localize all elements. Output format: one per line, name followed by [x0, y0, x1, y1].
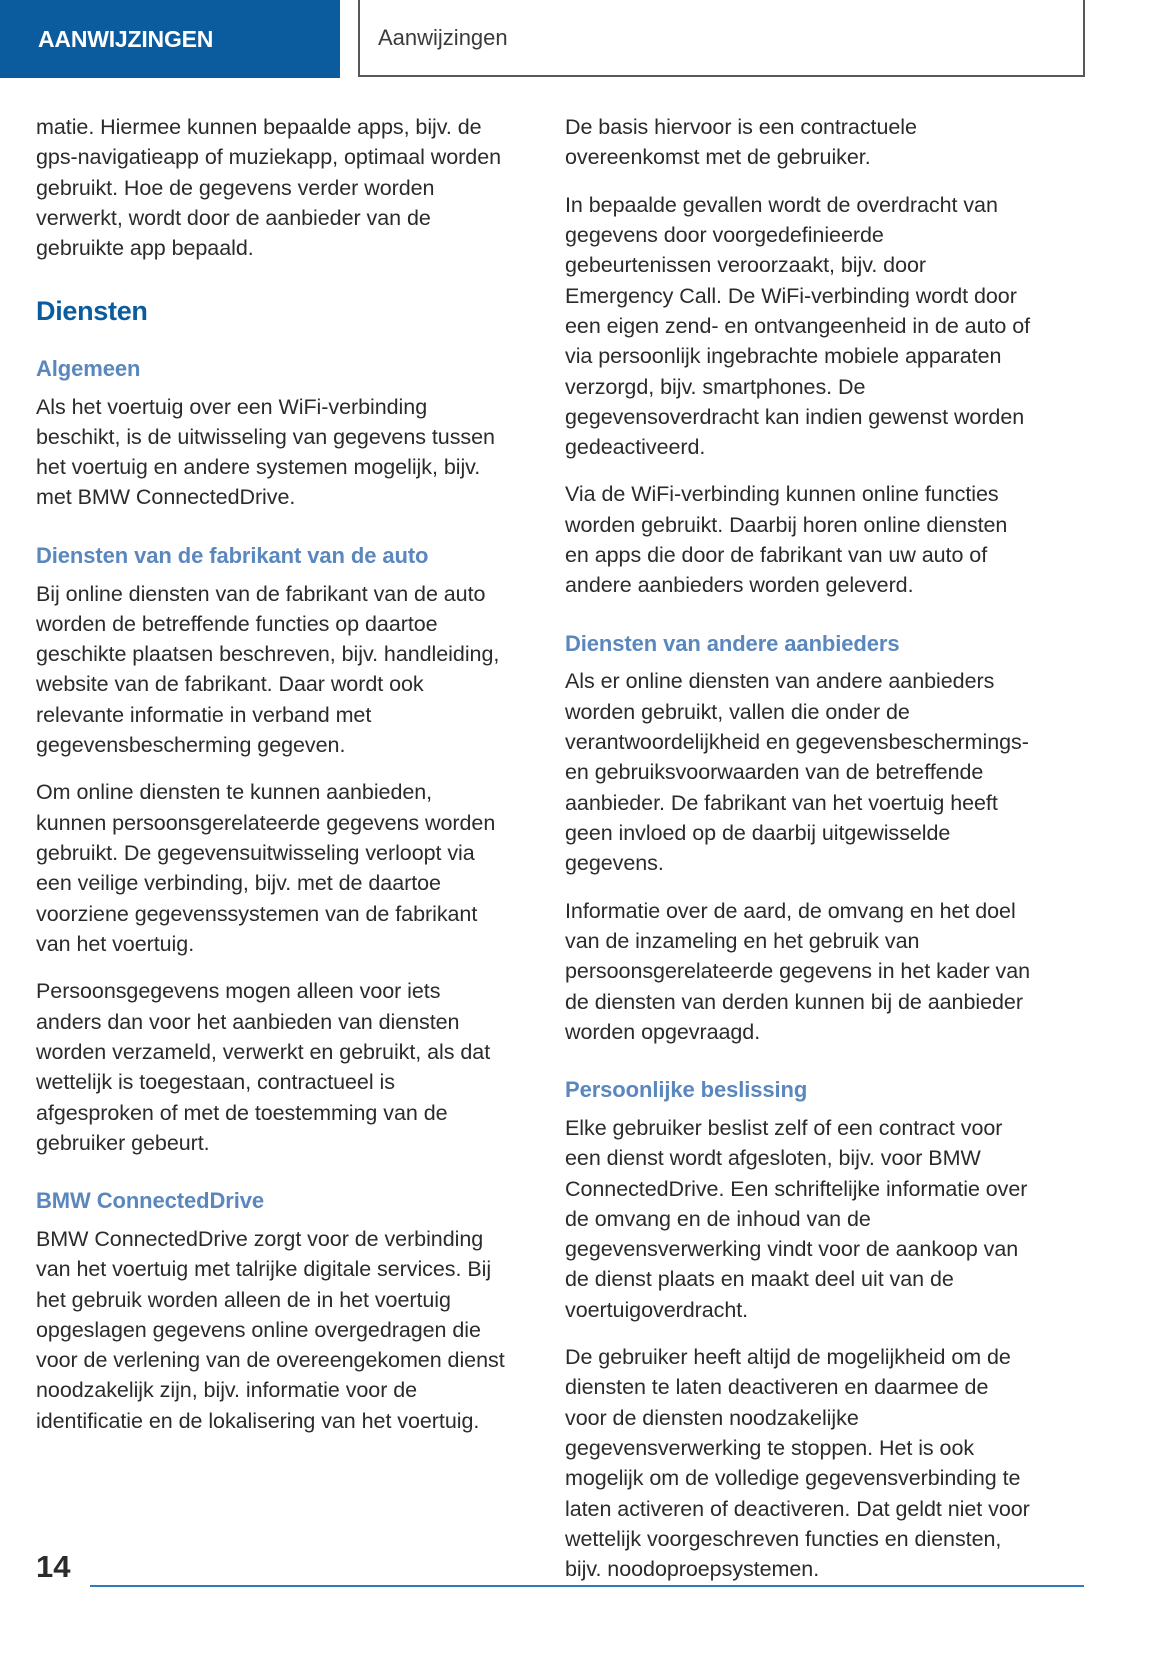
body-paragraph: Persoonsgegevens mogen alleen voor iets anders dan voor het aanbieden van diensten worden verzameld, verwerkt en gebruikt, als dat wettelijk is toegestaan, contractueel is afgesproken of met de toestemming van de gebruiker gebeurt.	[36, 979, 491, 1155]
left-column	[36, 112, 506, 1585]
subsection-heading: BMW ConnectedDrive	[36, 1188, 264, 1214]
body-paragraph: Als het voertuig over een WiFi-verbinding beschikt, is de uitwisseling van gegevens tussen het voertuig en andere systemen mogelijk, bijv. met BMW ConnectedDrive.	[36, 394, 495, 510]
page-header	[0, 0, 1165, 80]
page-number: 14	[36, 1549, 71, 1584]
right-column	[565, 112, 1035, 1585]
body-paragraph: De basis hiervoor is een contractuele overeenkomst met de gebruiker.	[565, 115, 917, 170]
body-paragraph: De gebruiker heeft altijd de mogelijkheid om de diensten te laten deactiveren en daarmee de voor de diensten noodzakelijke gegevensverwerking te stoppen. Het is ook mogelijk om de volledige gegevensverbinding te laten activeren of deactiveren. Dat geldt niet voor wettelijk voorgeschreven functies en diensten, bijv. noodoproepsystemen.	[565, 1345, 1030, 1582]
section-title-box	[358, 0, 1085, 77]
subsection-heading: Diensten van de fabrikant van de auto	[36, 542, 429, 568]
subsection-heading: Algemeen	[36, 355, 141, 381]
footer-divider	[90, 1585, 1084, 1587]
body-paragraph: In bepaalde gevallen wordt de overdracht van gegevens door voorgedefinieerde gebeurtenissen veroorzaakt, bijv. door Emergency Call. De WiFi-verbinding wordt door een eigen zend- en ontvangeenheid in de auto of via persoonlijk ingebrachte mobiele apparaten verzorgd, bijv. smartphones. De gegevensoverdracht kan indien gewenst worden gedeactiveerd.	[565, 192, 1031, 460]
section-heading: Diensten	[36, 295, 148, 326]
page-footer	[0, 1551, 1165, 1593]
body-paragraph: Informatie over de aard, de omvang en het doel van de inzameling en het gebruik van persoonsgerelateerde gegevens in het kader van de diensten van derden kunnen bij de aanbieder worden opgevraagd.	[565, 898, 1031, 1044]
body-paragraph: Als er online diensten van andere aanbieders worden gebruikt, vallen die onder de verantwoordelijkheid en gegevensbeschermings- en gebruiksvoorwaarden van de betreffende aanbieder. De fabrikant van het voertuig heeft geen invloed op de daarbij uitgewisselde gegevens.	[565, 669, 1029, 876]
body-paragraph: Via de WiFi-verbinding kunnen online functies worden gebruikt. Daarbij horen online diensten en apps die door de fabrikant van uw auto of andere aanbieders worden geleverd.	[565, 482, 1008, 598]
content-columns	[36, 112, 1036, 1585]
subsection-heading: Diensten van andere aanbieders	[565, 630, 900, 656]
body-paragraph: Bij online diensten van de fabrikant van de auto worden de betreffende functies op daartoe geschikte plaatsen beschreven, bijv. handleiding, website van de fabrikant. Daar wordt ook relevante informatie in verband met gegevensbescherming gegeven.	[36, 581, 500, 758]
body-paragraph: BMW ConnectedDrive zorgt voor de verbinding van het voertuig met talrijke digitale services. Bij het gebruik worden alleen de in het voertuig opgeslagen gegevens online overgedragen die voor de verlening van de overeengekomen dienst noodzakelijk zijn, bijv. informatie voor de identificatie en de lokalisering van het voertuig.	[36, 1226, 505, 1433]
section-title-label: Aanwijzingen	[378, 24, 508, 50]
chapter-tab-label: AANWIJZINGEN	[38, 25, 214, 52]
subsection-heading: Persoonlijke beslissing	[565, 1077, 808, 1103]
body-paragraph: Om online diensten te kunnen aanbieden, kunnen persoonsgerelateerde gegevens worden gebruikt. De gegevensuitwisseling verloopt via een veilige verbinding, bijv. met de daartoe voorziene gegevenssystemen van de fabrikant van het voertuig.	[36, 780, 496, 956]
body-paragraph: matie. Hiermee kunnen bepaalde apps, bijv. de gps-navigatieapp of muziekapp, optimaal worden gebruikt. Hoe de gegevens verder worden verwerkt, wordt door de aanbieder van de gebruikte app bepaald.	[36, 115, 502, 261]
chapter-tab	[0, 0, 340, 78]
body-paragraph: Elke gebruiker beslist zelf of een contract voor een dienst wordt afgesloten, bijv. voor BMW ConnectedDrive. Een schriftelijke informatie over de omvang en de inhoud van de gegevensverwerking vindt voor de aankoop van de dienst plaats en maakt deel uit van de voertuigoverdracht.	[565, 1115, 1028, 1322]
